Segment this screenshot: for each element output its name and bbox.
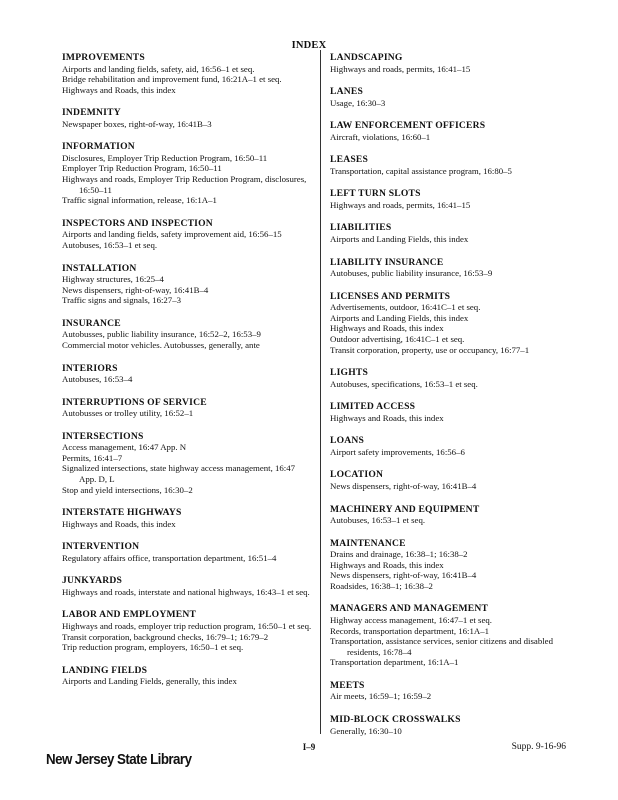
index-entry: Generally, 16:30–10 (330, 725, 402, 736)
index-entry: Airports and landing fields, safety improvement aid, 16:56–15 (62, 229, 282, 240)
index-section-loans (330, 435, 570, 457)
index-entry: Autobusses or trolley utility, 16:52–1 (62, 408, 194, 419)
index-section-left-turn-slots (330, 188, 570, 210)
index-heading: INTERIORS (62, 362, 118, 374)
index-entry: Autobuses, 16:53–1 et seq. (330, 515, 426, 525)
index-heading: LANDING FIELDS (62, 664, 148, 676)
index-header: INDEX (291, 40, 327, 51)
index-entry: Disclosures, Employer Trip Reduction Program, 16:50–11 (62, 152, 268, 163)
index-section-installation (62, 263, 312, 306)
index-entries (330, 200, 570, 211)
index-entry: Signalized intersections, state highway access management, 16:47 App. D, L (62, 463, 296, 484)
index-entries (330, 234, 570, 245)
library-stamp: New Jersey State Library (46, 752, 192, 768)
right-column (330, 52, 570, 748)
index-heading: INTERSECTIONS (62, 430, 144, 442)
index-section-information (62, 141, 312, 205)
index-entry: Highway access management, 16:47–1 et seq. (330, 614, 492, 625)
index-heading: JUNKYARDS (62, 575, 123, 587)
index-heading: LIABILITIES (330, 222, 392, 234)
index-heading: INTERSTATE HIGHWAYS (62, 507, 182, 519)
index-entries (330, 447, 570, 458)
index-entries (330, 268, 570, 279)
index-section-managers-and-management (330, 603, 570, 667)
index-entries (62, 621, 312, 653)
index-entry: Bridge rehabilitation and improvement fund, 16:21A–1 et seq. (62, 74, 282, 85)
index-section-improvements (62, 52, 312, 95)
index-section-indemnity (62, 107, 312, 129)
index-entry: Transportation, capital assistance program, 16:80–5 (330, 165, 512, 176)
index-entry: Highways and roads, Employer Trip Reduction Program, disclosures, 16:50–11 (62, 174, 307, 195)
index-entry: Highways and roads, employer trip reduction program, 16:50–1 et seq. (62, 620, 312, 631)
index-heading: INSTALLATION (62, 262, 137, 274)
index-entry: Usage, 16:30–3 (330, 97, 386, 108)
index-entries (330, 549, 570, 591)
index-entry: Highways and Roads, this index (330, 412, 444, 423)
index-section-inspectors-and-inspection (62, 218, 312, 251)
index-section-interruptions-of-service (62, 397, 312, 419)
index-entry: Traffic signal information, release, 16:1A–1 (62, 195, 217, 206)
index-heading: LIGHTS (330, 367, 368, 379)
index-entry: Autobusses, public liability insurance, 16:52–2, 16:53–9 (62, 329, 261, 340)
index-entry: Aircraft, violations, 16:60–1 (330, 131, 431, 142)
index-entries (62, 329, 312, 350)
index-heading: INTERRUPTIONS OF SERVICE (62, 396, 207, 408)
index-section-junkyards (62, 575, 312, 597)
index-entries (62, 374, 312, 385)
index-heading: LIABILITY INSURANCE (330, 256, 444, 268)
index-entry: Highways and Roads, this index (330, 559, 444, 570)
index-entries (330, 302, 570, 355)
index-heading: MACHINERY AND EQUIPMENT (330, 503, 480, 515)
index-entry: Autobuses, 16:53–1 et seq. (62, 239, 158, 250)
index-heading: INFORMATION (62, 141, 135, 153)
index-entries (62, 274, 312, 306)
index-heading: LEASES (330, 154, 368, 166)
index-section-lights (330, 367, 570, 389)
index-section-landing-fields (62, 665, 312, 687)
index-entry: Permits, 16:41–7 (62, 452, 123, 463)
index-entry: Highways and Roads, this index (330, 323, 444, 334)
index-entries (330, 166, 570, 177)
index-entry: Outdoor advertising, 16:41C–1 et seq. (330, 333, 465, 344)
index-entry: Transportation department, 16:1A–1 (330, 657, 459, 668)
index-heading: MAINTENANCE (330, 537, 406, 549)
index-section-machinery-and-equipment (330, 504, 570, 526)
index-heading: LANES (330, 86, 363, 98)
index-heading: LAW ENFORCEMENT OFFICERS (330, 120, 486, 132)
index-entry: Airports and landing fields, safety, aid, 16:56–1 et seq. (62, 63, 255, 74)
index-entry: Newspaper boxes, right-of-way, 16:41B–3 (62, 118, 212, 129)
index-heading: LABOR AND EMPLOYMENT (62, 609, 197, 621)
index-entries (62, 553, 312, 564)
index-heading: LANDSCAPING (330, 52, 403, 63)
index-entry: News dispensers, right-of-way, 16:41B–4 (330, 570, 477, 581)
index-entry: Highways and roads, permits, 16:41–15 (330, 63, 471, 74)
index-section-landscaping (330, 52, 570, 74)
index-entry: Drains and drainage, 16:38–1; 16:38–2 (330, 549, 468, 560)
index-section-intervention (62, 541, 312, 563)
supplement-date: Supp. 9-16-96 (511, 742, 566, 752)
index-section-liability-insurance (330, 257, 570, 279)
index-entries (62, 408, 312, 419)
index-heading: LOANS (330, 435, 365, 447)
index-entries (62, 229, 312, 250)
index-entries (62, 519, 312, 530)
index-section-insurance (62, 318, 312, 351)
index-entry: Traffic signs and signals, 16:27–3 (62, 295, 182, 306)
index-heading: LOCATION (330, 469, 384, 481)
index-entry: Autobuses, specifications, 16:53–1 et seq. (330, 378, 478, 389)
index-section-maintenance (330, 538, 570, 592)
index-section-interiors (62, 363, 312, 385)
column-divider (320, 50, 321, 734)
index-entries (62, 153, 312, 206)
index-entry: Trip reduction program, employers, 16:50–1 et seq. (62, 642, 244, 653)
index-entry: Access management, 16:47 App. N (62, 442, 187, 453)
index-heading: INSURANCE (62, 317, 121, 329)
index-section-liabilities (330, 222, 570, 244)
index-section-meets (330, 680, 570, 702)
index-entry: Transportation, assistance services, senior citizens and disabled residents, 16:78–4 (330, 636, 553, 657)
index-entry: Airports and Landing Fields, this index (330, 233, 469, 244)
index-entry: Highways and roads, interstate and national highways, 16:43–1 et seq. (62, 586, 310, 597)
index-heading: LIMITED ACCESS (330, 401, 416, 413)
index-entries (330, 98, 570, 109)
index-section-intersections (62, 431, 312, 495)
index-entry: Employer Trip Reduction Program, 16:50–11 (62, 163, 222, 174)
index-entries (62, 676, 312, 687)
index-heading: INTERVENTION (62, 541, 140, 553)
index-heading: IMPROVEMENTS (62, 52, 145, 63)
index-entry: Regulatory affairs office, transportation department, 16:51–4 (62, 552, 277, 563)
index-entries (330, 413, 570, 424)
index-entry: Airport safety improvements, 16:56–6 (330, 446, 465, 457)
index-entry: Records, transportation department, 16:1A–1 (330, 625, 490, 636)
index-entry: Highway structures, 16:25–4 (62, 274, 164, 285)
left-column (62, 52, 312, 699)
index-entries (62, 119, 312, 130)
index-heading: INSPECTORS AND INSPECTION (62, 217, 213, 229)
page-number: I–9 (302, 742, 316, 752)
index-entry: Roadsides, 16:38–1; 16:38–2 (330, 580, 433, 591)
index-entries (62, 587, 312, 598)
index-section-lanes (330, 86, 570, 108)
index-entry: Autobuses, public liability insurance, 16:53–9 (330, 268, 493, 279)
index-section-leases (330, 154, 570, 176)
index-entry: Highways and roads, permits, 16:41–15 (330, 199, 471, 210)
index-entries (330, 379, 570, 390)
index-entry: Highways and Roads, this index (62, 84, 176, 95)
index-entry: Airports and Landing Fields, this index (330, 312, 469, 323)
index-heading: LEFT TURN SLOTS (330, 188, 421, 200)
index-entry: Highways and Roads, this index (62, 518, 176, 529)
index-entries (330, 515, 570, 526)
index-heading: MANAGERS AND MANAGEMENT (330, 603, 489, 615)
index-entry: Air meets, 16:59–1; 16:59–2 (330, 691, 432, 702)
index-entries (330, 64, 570, 75)
index-entry: Advertisements, outdoor, 16:41C–1 et seq. (330, 302, 481, 313)
index-heading: LICENSES AND PERMITS (330, 290, 451, 302)
index-entries (330, 615, 570, 668)
index-heading: MEETS (330, 679, 365, 691)
index-heading: MID-BLOCK CROSSWALKS (330, 714, 461, 726)
index-entry: Airports and Landing Fields, generally, this index (62, 676, 237, 687)
index-entries (330, 691, 570, 702)
index-section-interstate-highways (62, 507, 312, 529)
index-section-law-enforcement-officers (330, 120, 570, 142)
index-section-labor-and-employment (62, 609, 312, 652)
index-entries (62, 64, 312, 96)
index-heading: INDEMNITY (62, 107, 121, 119)
index-entries (330, 726, 570, 737)
index-entry: Transit corporation, property, use or occupancy, 16:77–1 (330, 344, 530, 355)
index-entry: News dispensers, right-of-way, 16:41B–4 (62, 284, 209, 295)
index-entry: News dispensers, right-of-way, 16:41B–4 (330, 480, 477, 491)
index-entry: Stop and yield intersections, 16:30–2 (62, 484, 193, 495)
index-entry: Autobuses, 16:53–4 (62, 374, 133, 384)
index-entry: Commercial motor vehicles. Autobusses, generally, ante (62, 339, 260, 350)
index-entries (62, 442, 312, 495)
index-entries (330, 481, 570, 492)
index-section-location (330, 469, 570, 491)
index-entry: Transit corporation, background checks, 16:79–1; 16:79–2 (62, 631, 269, 642)
index-entries (330, 132, 570, 143)
index-section-mid-block-crosswalks (330, 714, 570, 736)
index-section-limited-access (330, 401, 570, 423)
index-section-licenses-and-permits (330, 291, 570, 355)
